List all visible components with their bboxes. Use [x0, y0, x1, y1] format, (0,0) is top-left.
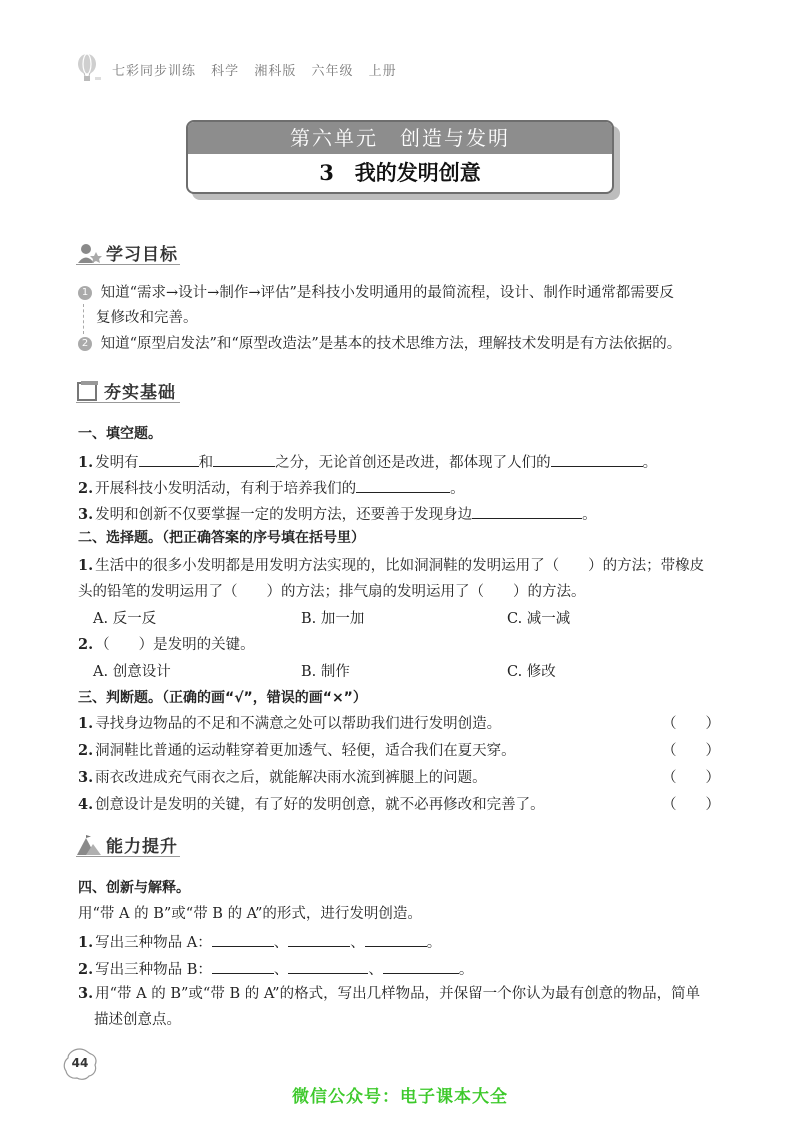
goal-item-2 — [78, 334, 681, 354]
answer-blank[interactable] — [288, 930, 350, 947]
book-subject: 科学 — [211, 64, 240, 79]
fill-question-1 — [78, 450, 657, 473]
goal-connector — [83, 304, 84, 334]
question-text: 寻找身边物品的不足和不满意之处可以帮助我们进行发明创造。 — [95, 716, 502, 732]
section-advanced-heading — [76, 832, 178, 857]
question-end: 。 — [426, 935, 442, 951]
section-basics-heading — [76, 378, 176, 403]
book-header — [112, 60, 407, 79]
mountain-icon — [76, 834, 102, 856]
unit-title: 第六单元 创造与发明 — [188, 122, 612, 154]
question-number: 1. — [78, 934, 94, 951]
goal-text: 知道“需求→设计→制作→评估”是科技小发明通用的最简流程，设计、制作时通常都需要反 — [100, 285, 674, 301]
question-number: 1. — [78, 715, 94, 732]
balloon-icon — [75, 53, 103, 83]
choice-option-a[interactable]: A. 创意设计 — [93, 664, 171, 680]
judge-answer-paren[interactable]: （ ） — [662, 770, 720, 786]
answer-blank[interactable] — [139, 450, 199, 467]
question-number: 3. — [78, 506, 94, 523]
section-underline — [76, 402, 180, 403]
question-end: 。 — [458, 962, 474, 978]
section-underline — [76, 856, 180, 857]
answer-blank[interactable] — [551, 450, 643, 467]
goal-text: 知道“原型启发法”和“原型改造法”是基本的技术思维方法，理解技术发明是有方法依据的。 — [100, 336, 682, 352]
question-text: 发明和创新不仅要掌握一定的发明方法，还要善于发现身边 — [95, 507, 473, 523]
question-text: 写出三种物品 B： — [95, 962, 212, 978]
goal-number: 1 — [78, 286, 92, 300]
choice-question-2 — [78, 635, 255, 655]
wechat-watermark: 微信公众号：电子课本大全 — [292, 1087, 508, 1107]
creative-question-2 — [78, 957, 473, 980]
section-goals-heading — [76, 240, 178, 265]
judge-question-3 — [78, 768, 487, 788]
fill-question-3 — [78, 502, 597, 525]
separator: 、 — [273, 962, 289, 978]
answer-blank[interactable] — [356, 476, 450, 493]
choice-option-b[interactable]: B. 加一加 — [301, 611, 365, 627]
goal-number: 2 — [78, 337, 92, 351]
judge-question-4 — [78, 795, 545, 815]
question-text: 。 — [642, 455, 658, 471]
part4-title: 四、创新与解释。 — [78, 880, 190, 896]
page-number: 44 — [71, 1056, 89, 1070]
creative-question-1 — [78, 930, 441, 953]
question-number: 2. — [78, 742, 94, 759]
part1-title: 一、填空题。 — [78, 426, 162, 442]
choice-question-1 — [78, 556, 704, 576]
book-volume: 上册 — [368, 64, 397, 79]
part4-intro: 用“带 A 的 B”或“带 B 的 A”的形式，进行发明创造。 — [78, 906, 422, 922]
question-number: 1. — [78, 557, 94, 574]
judge-answer-paren[interactable]: （ ） — [662, 797, 720, 813]
question-number: 2. — [78, 636, 94, 653]
answer-blank[interactable] — [212, 957, 274, 974]
question-number: 3. — [78, 769, 94, 786]
question-number: 1. — [78, 454, 94, 471]
section-advanced-label: 能力提升 — [106, 837, 178, 857]
question-text: （ ）是发明的关键。 — [95, 637, 255, 653]
title-box — [186, 120, 614, 194]
goal-item-1 — [78, 283, 674, 303]
judge-question-1 — [78, 714, 501, 734]
question-text: 和 — [198, 455, 214, 471]
question-text: 之分，无论首创还是改进，都体现了人们的 — [275, 455, 551, 471]
judge-answer-paren[interactable]: （ ） — [662, 743, 720, 759]
question-text: 用“带 A 的 B”或“带 B 的 A”的格式，写出几样物品，并保留一个你认为最有创意的物品，简单 — [95, 986, 701, 1002]
choice-question-1-cont: 头的铅笔的发明运用了（ ）的方法；排气扇的发明运用了（ ）的方法。 — [78, 584, 586, 600]
choice-option-c[interactable]: C. 修改 — [507, 664, 556, 680]
question-text: 发明有 — [95, 455, 139, 471]
section-goals-label: 学习目标 — [106, 245, 178, 265]
question-text: 。 — [582, 507, 597, 523]
question-text: 写出三种物品 A： — [95, 935, 212, 951]
separator: 、 — [368, 962, 383, 978]
book-grade: 六年级 — [311, 64, 354, 79]
question-text: 雨衣改进成充气雨衣之后，就能解决雨水流到裤腿上的问题。 — [95, 770, 487, 786]
separator: 、 — [273, 935, 289, 951]
question-number: 3. — [78, 985, 94, 1002]
book-edition: 湘科版 — [254, 64, 297, 79]
choice-option-c[interactable]: C. 减一减 — [507, 611, 571, 627]
question-text: 创意设计是发明的关键，有了好的发明创意，就不必再修改和完善了。 — [95, 797, 545, 813]
question-text: 。 — [450, 481, 465, 497]
creative-question-3 — [78, 984, 700, 1004]
goal-item-1-cont: 复修改和完善。 — [96, 310, 198, 326]
answer-blank[interactable] — [383, 957, 459, 974]
lesson-title: 3 我的发明创意 — [319, 160, 481, 185]
question-number: 4. — [78, 796, 94, 813]
book-series: 七彩同步训练 — [112, 64, 197, 79]
part3-title: 三、判断题。（正确的画“√”，错误的画“×”） — [78, 690, 367, 706]
fill-question-2 — [78, 476, 465, 499]
answer-blank[interactable] — [213, 450, 275, 467]
answer-blank[interactable] — [472, 502, 582, 519]
student-icon — [76, 242, 102, 264]
creative-question-3-cont: 描述创意点。 — [94, 1012, 181, 1028]
part2-title: 二、选择题。（把正确答案的序号填在括号里） — [78, 530, 365, 546]
answer-blank[interactable] — [212, 930, 274, 947]
question-text: 开展科技小发明活动，有利于培养我们的 — [95, 481, 357, 497]
choice-option-a[interactable]: A. 反一反 — [93, 611, 157, 627]
question-number: 2. — [78, 480, 94, 497]
choice-option-b[interactable]: B. 制作 — [301, 664, 350, 680]
question-text: 洞洞鞋比普通的运动鞋穿着更加透气、轻便，适合我们在夏天穿。 — [95, 743, 516, 759]
section-underline — [76, 264, 180, 265]
answer-blank[interactable] — [288, 957, 368, 974]
judge-question-2 — [78, 741, 516, 761]
book-icon — [76, 380, 100, 402]
question-number: 2. — [78, 961, 94, 978]
question-text: 生活中的很多小发明都是用发明方法实现的，比如洞洞鞋的发明运用了（ ）的方法；带橡皮 — [95, 558, 705, 574]
section-basics-label: 夯实基础 — [104, 383, 176, 403]
separator: 、 — [350, 935, 365, 951]
judge-answer-paren[interactable]: （ ） — [662, 716, 720, 732]
answer-blank[interactable] — [365, 930, 427, 947]
